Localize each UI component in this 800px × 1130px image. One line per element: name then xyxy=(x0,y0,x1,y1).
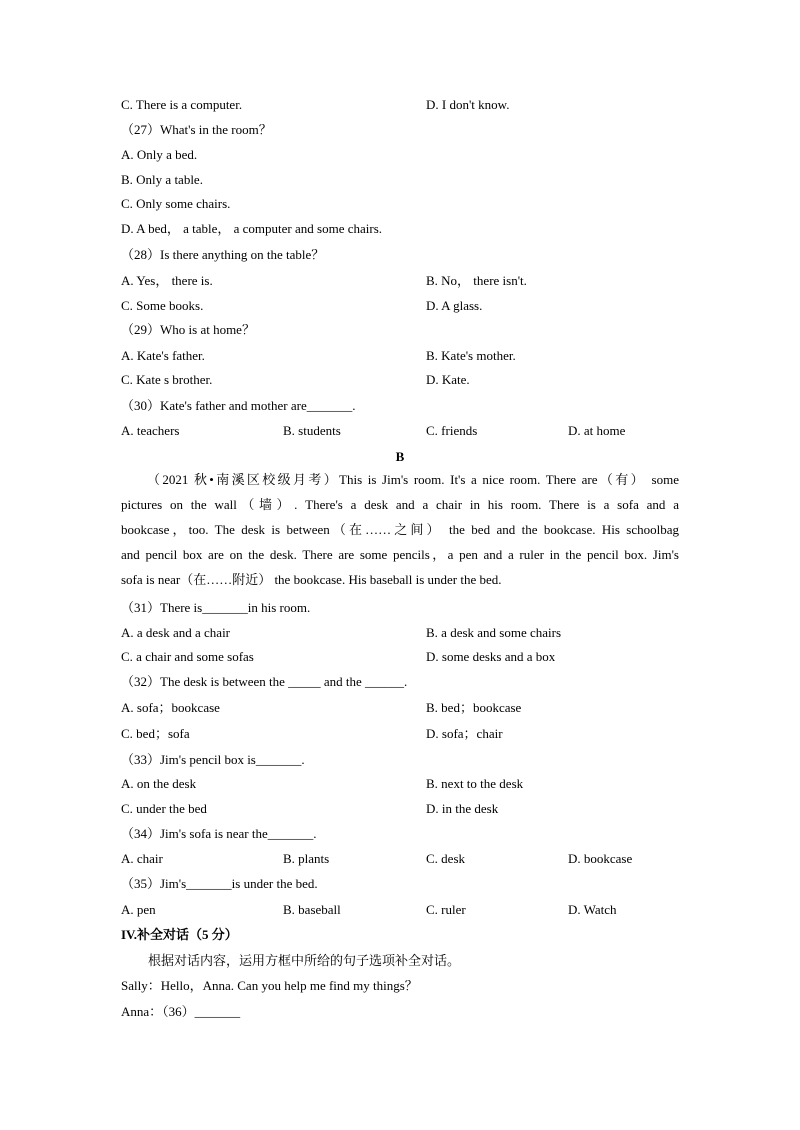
q35-option-d: D. Watch xyxy=(568,902,617,917)
passage-line-2: pictures on the wall（墙）. There's a desk and a chair in his room. There is a sofa and a xyxy=(121,497,679,512)
q28-option-c: C. Some books. xyxy=(121,298,204,313)
q35-option-a: A. pen xyxy=(121,902,156,917)
question-28-stem: （28）Is there anything on the table？ xyxy=(121,247,325,262)
question-33-stem: （33）Jim's pencil box is_______. xyxy=(121,752,305,767)
dialogue-anna: Anna：（36）_______ xyxy=(121,1004,241,1019)
q27-option-b: B. Only a table. xyxy=(121,172,203,187)
q34-option-b: B. plants xyxy=(283,851,330,866)
passage-line-4: and pencil box are on the desk. There are some pencils，a pen and a ruler in the pencil box. Jim's xyxy=(121,547,679,562)
q30-option-b: B. students xyxy=(283,423,341,438)
q29-option-b: B. Kate's mother. xyxy=(426,348,516,363)
passage-line-1: （2021 秋•南溪区校级月考）This is Jim's room. It's a nice room. There are（有） some xyxy=(147,472,679,487)
q27-option-d: D. A bed， a table， a computer and some chairs. xyxy=(121,221,383,236)
q34-option-d: D. bookcase xyxy=(568,851,633,866)
q32-option-d: D. sofa；chair xyxy=(426,726,503,741)
section-iv-instruction: 根据对话内容，运用方框中所给的句子选项补全对话。 xyxy=(148,953,461,968)
question-27-stem: （27）What's in the room？ xyxy=(121,122,272,137)
question-34-stem: （34）Jim's sofa is near the_______. xyxy=(121,826,317,841)
q31-option-c: C. a chair and some sofas xyxy=(121,649,254,664)
q32-option-b: B. bed；bookcase xyxy=(426,700,522,715)
q29-option-d: D. Kate. xyxy=(426,372,470,387)
question-29-stem: （29）Who is at home？ xyxy=(121,322,255,337)
q32-option-a: A. sofa；bookcase xyxy=(121,700,220,715)
q30-option-a: A. teachers xyxy=(121,423,180,438)
passage-line-5: sofa is near（在……附近） the bookcase. His baseball is under the bed. xyxy=(121,572,502,587)
q28-option-a: A. Yes， there is. xyxy=(121,273,213,288)
q28-option-d: D. A glass. xyxy=(426,298,483,313)
q27-option-c: C. Only some chairs. xyxy=(121,196,231,211)
option-d: D. I don't know. xyxy=(426,97,510,112)
q30-option-d: D. at home xyxy=(568,423,626,438)
dialogue-sally: Sally：Hello，Anna. Can you help me find my things？ xyxy=(121,978,418,993)
section-b-heading: B xyxy=(395,449,405,464)
q27-option-a: A. Only a bed. xyxy=(121,147,198,162)
q34-option-c: C. desk xyxy=(426,851,465,866)
section-iv-heading: IV.补全对话（5 分） xyxy=(121,927,238,942)
q34-option-a: A. chair xyxy=(121,851,163,866)
q31-option-b: B. a desk and some chairs xyxy=(426,625,562,640)
q33-option-a: A. on the desk xyxy=(121,776,197,791)
passage-line-3: bookcase，too. The desk is between（在……之间） the bed and the bookcase. His schoolbag xyxy=(121,522,679,537)
q35-option-c: C. ruler xyxy=(426,902,466,917)
question-31-stem: （31）There is_______in his room. xyxy=(121,600,311,615)
q29-option-a: A. Kate's father. xyxy=(121,348,205,363)
q28-option-b: B. No， there isn't. xyxy=(426,273,527,288)
reading-passage xyxy=(121,467,679,592)
q31-option-d: D. some desks and a box xyxy=(426,649,556,664)
question-30-stem: （30）Kate's father and mother are_______. xyxy=(121,398,356,413)
q33-option-b: B. next to the desk xyxy=(426,776,524,791)
question-35-stem: （35）Jim's_______is under the bed. xyxy=(121,876,318,891)
q33-option-d: D. in the desk xyxy=(426,801,499,816)
q35-option-b: B. baseball xyxy=(283,902,341,917)
option-c: C. There is a computer. xyxy=(121,97,243,112)
q31-option-a: A. a desk and a chair xyxy=(121,625,231,640)
q30-option-c: C. friends xyxy=(426,423,478,438)
question-32-stem: （32）The desk is between the _____ and the ______. xyxy=(121,674,408,689)
q33-option-c: C. under the bed xyxy=(121,801,207,816)
q29-option-c: C. Kate s brother. xyxy=(121,372,213,387)
q32-option-c: C. bed；sofa xyxy=(121,726,190,741)
